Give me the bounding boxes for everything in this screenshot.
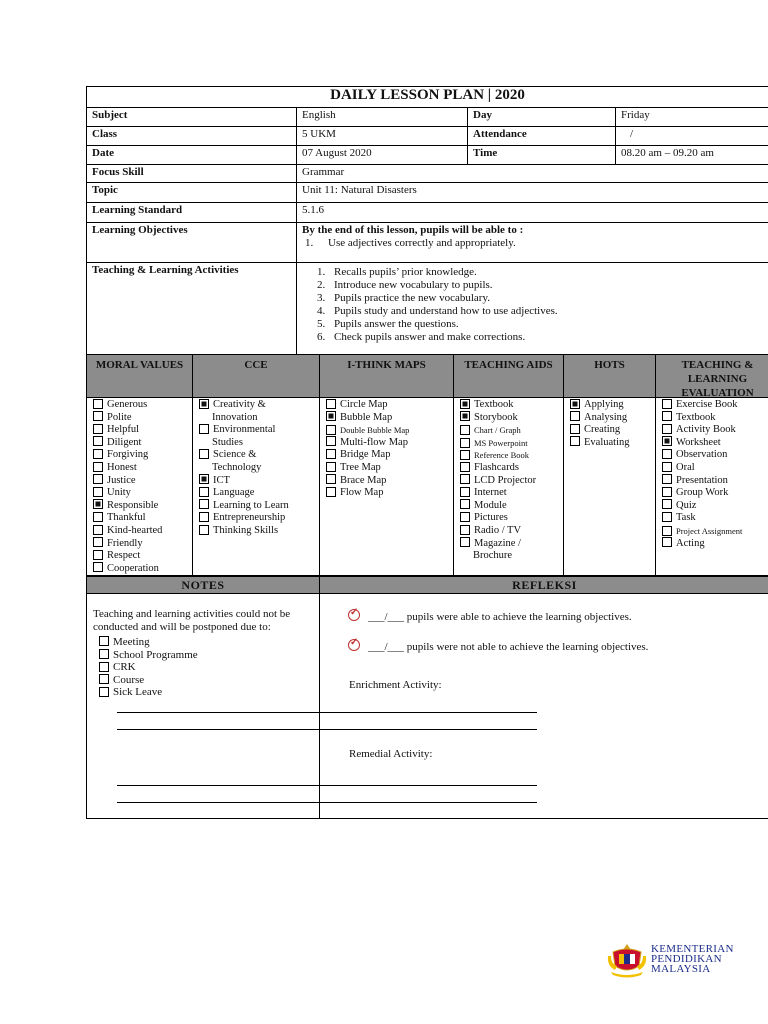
not-achieved-line bbox=[348, 638, 768, 654]
option-label: Sick Leave bbox=[113, 686, 163, 699]
checkbox-icon[interactable] bbox=[570, 411, 580, 421]
activity-item: 2. Introduce new vocabulary to pupils. bbox=[328, 279, 763, 292]
ithink-option[interactable] bbox=[326, 462, 453, 475]
option-label-continued: Technology bbox=[212, 461, 262, 473]
page-title: DAILY LESSON PLAN | 2020 bbox=[87, 87, 768, 108]
hots-option[interactable] bbox=[570, 412, 655, 425]
checkbox-icon[interactable] bbox=[662, 487, 672, 497]
hots-header: HOTS bbox=[563, 354, 656, 398]
checkbox-icon[interactable] bbox=[326, 487, 336, 497]
option-label-continued: Brochure bbox=[473, 550, 513, 562]
evaluation-option[interactable] bbox=[662, 437, 768, 450]
activity-item: 6. Check pupils answer and make corrections. bbox=[328, 331, 763, 344]
option-label: Justice bbox=[107, 474, 136, 486]
option-label: Worksheet bbox=[676, 436, 721, 448]
option-label: LCD Projector bbox=[474, 474, 537, 486]
option-label: Brace Map bbox=[340, 474, 387, 486]
option-label: Entrepreneurship bbox=[213, 512, 286, 524]
checkbox-icon[interactable] bbox=[460, 438, 470, 448]
checkbox-icon[interactable] bbox=[662, 474, 672, 484]
checkbox-icon[interactable] bbox=[99, 636, 109, 646]
checkbox-icon[interactable] bbox=[460, 487, 470, 497]
activities-label: Teaching & Learning Activities bbox=[87, 263, 297, 356]
achieved-line bbox=[348, 608, 768, 624]
checkbox-icon[interactable] bbox=[662, 537, 672, 547]
checked-box-icon[interactable] bbox=[326, 411, 336, 421]
writing-line[interactable] bbox=[117, 729, 537, 730]
aids-option[interactable] bbox=[460, 424, 563, 437]
remedial-label: Remedial Activity: bbox=[349, 748, 433, 760]
ithink-option[interactable] bbox=[326, 437, 453, 450]
option-label: Multi-flow Map bbox=[340, 436, 408, 448]
checkbox-icon[interactable] bbox=[93, 562, 103, 572]
checkbox-icon[interactable] bbox=[93, 487, 103, 497]
option-label: Evaluating bbox=[584, 436, 630, 448]
option-label: Activity Book bbox=[676, 424, 736, 436]
checkbox-icon[interactable] bbox=[460, 462, 470, 472]
option-label: Acting bbox=[676, 537, 705, 549]
ithink-option[interactable] bbox=[326, 475, 453, 488]
aids-option[interactable] bbox=[460, 399, 563, 412]
focus-skill-label: Focus Skill bbox=[87, 165, 297, 183]
malaysia-crest-icon bbox=[605, 942, 649, 978]
ithink-maps-header: I-THINK MAPS bbox=[319, 354, 454, 398]
option-label: Generous bbox=[107, 399, 148, 410]
moral-option[interactable] bbox=[93, 412, 192, 425]
option-label: Internet bbox=[474, 487, 507, 499]
checkbox-icon[interactable] bbox=[93, 399, 103, 409]
option-label: Applying bbox=[584, 399, 624, 410]
evaluation-option[interactable] bbox=[662, 512, 768, 525]
option-label: Learning to Learn bbox=[213, 499, 289, 511]
option-label: Flashcards bbox=[474, 461, 519, 473]
option-label: Group Work bbox=[676, 487, 729, 499]
checkbox-icon[interactable] bbox=[570, 436, 580, 446]
evaluation-option[interactable] bbox=[662, 424, 768, 437]
option-label: Bubble Map bbox=[340, 411, 393, 423]
evaluation-option[interactable] bbox=[662, 412, 768, 425]
focus-skill-value: Grammar bbox=[297, 165, 768, 183]
evaluation-option[interactable] bbox=[662, 462, 768, 475]
checkbox-icon[interactable] bbox=[199, 449, 209, 459]
checkbox-icon[interactable] bbox=[662, 424, 672, 434]
checkbox-icon[interactable] bbox=[460, 537, 470, 547]
notes-option[interactable] bbox=[99, 661, 313, 674]
checkbox-icon[interactable] bbox=[99, 687, 109, 697]
option-label: Responsible bbox=[107, 499, 159, 511]
option-label: Exercise Book bbox=[676, 399, 738, 410]
option-label-continued: Studies bbox=[212, 436, 243, 448]
subject-value: English bbox=[297, 108, 468, 127]
ithink-option[interactable] bbox=[326, 424, 453, 437]
cce-option[interactable] bbox=[199, 424, 319, 437]
ithink-option[interactable] bbox=[326, 412, 453, 425]
activity-item: 1. Recalls pupils’ prior knowledge. bbox=[328, 266, 763, 279]
option-label: Pictures bbox=[474, 512, 508, 524]
cce-option[interactable] bbox=[199, 525, 319, 538]
aids-option[interactable] bbox=[460, 437, 563, 450]
option-label: Radio / TV bbox=[474, 524, 522, 536]
topic-label: Topic bbox=[87, 183, 297, 203]
checkbox-icon[interactable] bbox=[662, 462, 672, 472]
option-label: Language bbox=[213, 487, 255, 499]
moral-option[interactable] bbox=[93, 449, 192, 462]
attendance-label: Attendance bbox=[468, 127, 616, 146]
checked-box-icon[interactable] bbox=[460, 399, 470, 409]
checkbox-icon[interactable] bbox=[93, 525, 103, 535]
option-label: Presentation bbox=[676, 474, 728, 486]
checkbox-icon[interactable] bbox=[570, 424, 580, 434]
notes-header: NOTES bbox=[86, 576, 320, 594]
hots-option[interactable] bbox=[570, 437, 655, 450]
option-label: Flow Map bbox=[340, 487, 384, 499]
not-achieved-text: ___/___ pupils were not able to achieve the learning objectives. bbox=[368, 641, 649, 653]
moral-option[interactable] bbox=[93, 512, 192, 525]
checkbox-icon[interactable] bbox=[93, 537, 103, 547]
option-label: Reference Book bbox=[474, 450, 529, 461]
checkbox-icon[interactable] bbox=[199, 424, 209, 434]
cce-option[interactable] bbox=[199, 487, 319, 500]
checkbox-icon[interactable] bbox=[460, 474, 470, 484]
checkbox-icon[interactable] bbox=[93, 436, 103, 446]
option-label: CRK bbox=[113, 661, 136, 674]
option-label: Module bbox=[474, 499, 507, 511]
moral-option[interactable] bbox=[93, 487, 192, 500]
option-label: Textbook bbox=[676, 411, 716, 423]
aids-option[interactable] bbox=[460, 449, 563, 462]
evaluation-option[interactable] bbox=[662, 399, 768, 412]
evaluation-header: TEACHING & LEARNING EVALUATION bbox=[655, 354, 768, 398]
checkbox-icon[interactable] bbox=[93, 550, 103, 560]
learning-objectives-label: Learning Objectives bbox=[87, 223, 297, 263]
ithink-option[interactable] bbox=[326, 399, 453, 412]
enrichment-label: Enrichment Activity: bbox=[349, 679, 442, 691]
refleksi-header: REFLEKSI bbox=[319, 576, 768, 594]
time-label: Time bbox=[468, 146, 616, 165]
activity-item: 5. Pupils answer the questions. bbox=[328, 318, 763, 331]
activity-item: 4. Pupils study and understand how to use adjectives. bbox=[328, 305, 763, 318]
ithink-maps-list bbox=[319, 398, 454, 576]
option-label: Thankful bbox=[107, 512, 146, 524]
checked-box-icon[interactable] bbox=[460, 411, 470, 421]
checked-box-icon[interactable] bbox=[93, 499, 103, 509]
moral-option[interactable] bbox=[93, 424, 192, 437]
checkbox-icon[interactable] bbox=[662, 399, 672, 409]
option-label: Project Assignment bbox=[676, 525, 743, 536]
option-label: Thinking Skills bbox=[213, 524, 279, 536]
moral-values-header: MORAL VALUES bbox=[86, 354, 193, 398]
option-label: Observation bbox=[676, 449, 728, 461]
option-label: Helpful bbox=[107, 424, 140, 436]
lesson-plan-table bbox=[86, 86, 768, 356]
check-circle-icon bbox=[348, 609, 360, 621]
aids-option[interactable] bbox=[460, 475, 563, 488]
teaching-aids-list bbox=[453, 398, 564, 576]
option-label: Quiz bbox=[676, 499, 697, 511]
aids-option[interactable] bbox=[460, 525, 563, 538]
cce-option[interactable] bbox=[199, 500, 319, 513]
option-label: MS Powerpoint bbox=[474, 437, 528, 448]
option-label: Double Bubble Map bbox=[340, 425, 410, 436]
option-label: Analysing bbox=[584, 411, 628, 423]
checkbox-icon[interactable] bbox=[326, 436, 336, 446]
ithink-option[interactable] bbox=[326, 449, 453, 462]
option-label: Bridge Map bbox=[340, 449, 391, 461]
moral-option[interactable] bbox=[93, 475, 192, 488]
option-label: Course bbox=[113, 673, 145, 686]
checkbox-icon[interactable] bbox=[99, 649, 109, 659]
aids-option[interactable] bbox=[460, 500, 563, 513]
checkbox-icon[interactable] bbox=[460, 512, 470, 522]
notes-checklist bbox=[93, 636, 313, 699]
ithink-option[interactable] bbox=[326, 487, 453, 500]
moral-option[interactable] bbox=[93, 550, 192, 563]
checkbox-icon[interactable] bbox=[460, 499, 470, 509]
topic-value: Unit 11: Natural Disasters bbox=[297, 183, 768, 203]
checkbox-icon[interactable] bbox=[326, 449, 336, 459]
option-label: Storybook bbox=[474, 411, 518, 423]
class-label: Class bbox=[87, 127, 297, 146]
aids-option[interactable] bbox=[460, 538, 563, 551]
evaluation-option[interactable] bbox=[662, 538, 768, 551]
option-label: Task bbox=[676, 512, 696, 524]
checked-box-icon[interactable] bbox=[199, 474, 209, 484]
evaluation-list bbox=[655, 398, 768, 576]
cce-option[interactable] bbox=[199, 475, 319, 488]
aids-option[interactable] bbox=[460, 462, 563, 475]
moral-option[interactable] bbox=[93, 399, 192, 412]
moral-option[interactable] bbox=[93, 538, 192, 551]
hots-list bbox=[563, 398, 656, 576]
activities-list bbox=[302, 266, 763, 344]
checkbox-icon[interactable] bbox=[460, 425, 470, 435]
option-label: Tree Map bbox=[340, 461, 381, 473]
cce-list bbox=[192, 398, 320, 576]
notes-option[interactable] bbox=[99, 674, 313, 687]
option-label: Unity bbox=[107, 487, 131, 499]
learning-standard-value: 5.1.6 bbox=[297, 203, 768, 223]
option-label: Chart / Graph bbox=[474, 425, 521, 436]
option-label: Textbook bbox=[474, 399, 514, 410]
checkbox-icon[interactable] bbox=[99, 662, 109, 672]
notes-option[interactable] bbox=[99, 686, 313, 699]
option-label: Respect bbox=[107, 550, 141, 562]
writing-line[interactable] bbox=[117, 802, 537, 803]
evaluation-option[interactable] bbox=[662, 475, 768, 488]
moral-values-list bbox=[86, 398, 193, 576]
checkbox-icon[interactable] bbox=[662, 449, 672, 459]
checkbox-icon[interactable] bbox=[326, 399, 336, 409]
option-label: Circle Map bbox=[340, 399, 388, 410]
option-label: Environmental bbox=[213, 424, 276, 436]
hots-option[interactable] bbox=[570, 424, 655, 437]
ministry-logo-text: KEMENTERIAN PENDIDIKAN MALAYSIA bbox=[651, 943, 734, 975]
objectives-intro: By the end of this lesson, pupils will be able to : bbox=[302, 224, 524, 236]
activities-value bbox=[297, 263, 768, 356]
checkbox-icon[interactable] bbox=[460, 525, 470, 535]
moral-option[interactable] bbox=[93, 462, 192, 475]
checkbox-icon[interactable] bbox=[199, 512, 209, 522]
moral-option[interactable] bbox=[93, 437, 192, 450]
class-value: 5 UKM bbox=[297, 127, 468, 146]
checkbox-icon[interactable] bbox=[93, 474, 103, 484]
check-circle-icon bbox=[348, 639, 360, 651]
moral-option[interactable] bbox=[93, 563, 192, 576]
evaluation-option[interactable] bbox=[662, 500, 768, 513]
option-label: Honest bbox=[107, 461, 137, 473]
moral-option[interactable] bbox=[93, 500, 192, 513]
evaluation-option[interactable] bbox=[662, 449, 768, 462]
cce-option[interactable] bbox=[199, 512, 319, 525]
checkbox-icon[interactable] bbox=[662, 411, 672, 421]
option-label: Science & bbox=[213, 449, 257, 461]
notes-option[interactable] bbox=[99, 636, 313, 649]
checked-box-icon[interactable] bbox=[662, 436, 672, 446]
option-label: ICT bbox=[213, 474, 230, 486]
checkbox-icon[interactable] bbox=[662, 499, 672, 509]
date-value: 07 August 2020 bbox=[297, 146, 468, 165]
checkbox-icon[interactable] bbox=[93, 424, 103, 434]
checkbox-icon[interactable] bbox=[93, 411, 103, 421]
checkbox-icon[interactable] bbox=[93, 512, 103, 522]
option-label: Creating bbox=[584, 424, 621, 436]
time-value: 08.20 am – 09.20 am bbox=[616, 146, 768, 165]
option-label: Diligent bbox=[107, 436, 142, 448]
notes-option[interactable] bbox=[99, 649, 313, 662]
checkbox-icon[interactable] bbox=[662, 526, 672, 536]
aids-option[interactable] bbox=[460, 512, 563, 525]
day-value: Friday bbox=[616, 108, 768, 127]
achieved-text: ___/___ pupils were able to achieve the learning objectives. bbox=[368, 611, 632, 623]
option-label: Friendly bbox=[107, 537, 143, 549]
moral-option[interactable] bbox=[93, 525, 192, 538]
option-label: Cooperation bbox=[107, 562, 159, 574]
cce-option[interactable] bbox=[199, 399, 319, 412]
subject-label: Subject bbox=[87, 108, 297, 127]
evaluation-option[interactable] bbox=[662, 487, 768, 500]
evaluation-option[interactable] bbox=[662, 525, 768, 538]
checkbox-icon[interactable] bbox=[326, 462, 336, 472]
activity-item: 3. Pupils practice the new vocabulary. bbox=[328, 292, 763, 305]
notes-text: Teaching and learning activities could not be conducted and will be postponed due to: bbox=[93, 608, 291, 633]
option-label-continued: Innovation bbox=[212, 411, 258, 423]
attendance-value: / bbox=[616, 127, 768, 146]
date-label: Date bbox=[87, 146, 297, 165]
checkbox-icon[interactable] bbox=[93, 462, 103, 472]
cce-option[interactable] bbox=[199, 449, 319, 462]
option-label: Meeting bbox=[113, 636, 150, 648]
checkbox-icon[interactable] bbox=[93, 449, 103, 459]
option-label: Oral bbox=[676, 461, 695, 473]
objective-item: 1. Use adjectives correctly and appropriately. bbox=[316, 237, 763, 250]
learning-objectives-value bbox=[297, 223, 768, 263]
option-label: Magazine / bbox=[474, 537, 521, 549]
day-label: Day bbox=[468, 108, 616, 127]
checkbox-icon[interactable] bbox=[662, 512, 672, 522]
aids-option[interactable] bbox=[460, 487, 563, 500]
option-label: School Programme bbox=[113, 648, 198, 661]
option-label: Kind-hearted bbox=[107, 524, 163, 536]
checked-box-icon[interactable] bbox=[199, 399, 209, 409]
learning-standard-label: Learning Standard bbox=[87, 203, 297, 223]
aids-option[interactable] bbox=[460, 412, 563, 425]
checkbox-icon[interactable] bbox=[326, 474, 336, 484]
checked-box-icon[interactable] bbox=[570, 399, 580, 409]
checkbox-icon[interactable] bbox=[199, 487, 209, 497]
checkbox-icon[interactable] bbox=[199, 499, 209, 509]
hots-option[interactable] bbox=[570, 399, 655, 412]
option-label: Polite bbox=[107, 411, 132, 423]
option-label: Forgiving bbox=[107, 449, 149, 461]
checkbox-icon[interactable] bbox=[99, 674, 109, 684]
writing-line[interactable] bbox=[117, 712, 537, 713]
checkbox-icon[interactable] bbox=[199, 525, 209, 535]
teaching-aids-header: TEACHING AIDS bbox=[453, 354, 564, 398]
checkbox-icon[interactable] bbox=[460, 450, 470, 460]
cce-header: CCE bbox=[192, 354, 320, 398]
checkbox-icon[interactable] bbox=[326, 425, 336, 435]
writing-line[interactable] bbox=[117, 785, 537, 786]
option-label: Creativity & bbox=[213, 399, 266, 410]
